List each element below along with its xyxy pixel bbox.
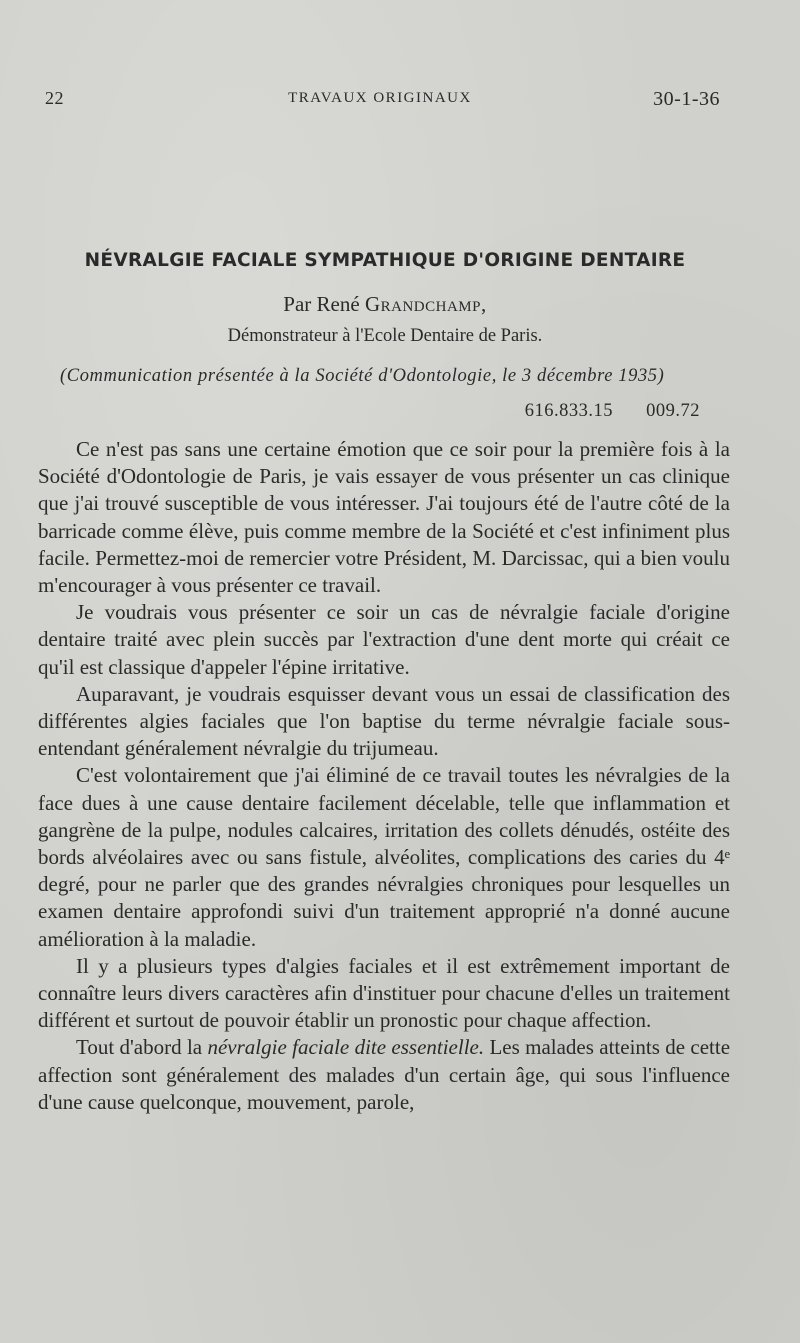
article-body: [38, 436, 730, 1116]
running-title: TRAVAUX ORIGINAUX: [288, 90, 472, 106]
byline-prefix: Par René: [283, 292, 360, 316]
page-number: 22: [45, 88, 64, 108]
paragraph-6-italic: névralgie faciale dite essentielle.: [207, 1035, 485, 1060]
paragraph-6-rest: Les malades atteints de cette affection sont généralement des malades d'un certain âge, qui sous l'influence d'une cause quelconque, mouvement, parole,: [38, 1035, 731, 1114]
paragraph-4: C'est volontairement que j'ai éliminé de ce travail toutes les névralgies de la face dues à une cause dentaire facilement décelable, telle que inflammation et gangrène de la pulpe, nodules calcaires, irritation des collets dénudés, ostéite des bords alvéolaires avec ou sans fistule, alvéolites, complications des caries du 4ᵉ degré, pour ne parler que des grandes névralgies chroniques pour lesquelles un examen dentaire approfondi suivi d'un traitement approprié n'a donné aucune amélioration à la maladie.: [38, 763, 730, 951]
issue-date: 30-1-36: [653, 88, 720, 110]
class-code-2: 009.72: [646, 401, 700, 421]
paragraph-3: Auparavant, je voudrais esquisser devant vous un essai de classification des différentes algies faciales que l'on baptise du terme névralgie faciale sous-entendant généralement névralgie du trijumeau.: [38, 681, 730, 761]
paragraph-1: Ce n'est pas sans une certaine émotion que ce soir pour la première fois à la Société d'Odontologie de Paris, je vais essayer de vous présenter un cas clinique que j'ai trouvé susceptible de vous intéresser. J'ai toujours été de l'autre côté de la barricade comme élève, puis comme membre de la Société et c'est infiniment plus facile. Permettez-moi de remercier votre Président, M. Darcissac, qui a bien voulu m'encourager à vous présenter ce travail.: [38, 437, 730, 598]
class-code-1: 616.833.15: [524, 401, 613, 421]
paragraph-5: Il y a plusieurs types d'algies faciales et il est extrêmement important de connaître leurs divers caractères afin d'instituer pour chacune d'elles un traitement différent et surtout de pouvoir établir un pronostic pour chaque affection.: [38, 953, 730, 1033]
running-header: [40, 88, 720, 114]
author-line: [40, 292, 730, 317]
paragraph-6-start: Tout d'abord la: [76, 1035, 203, 1060]
paragraph-6: [38, 1034, 730, 1116]
author-affiliation: Démonstrateur à l'Ecole Dentaire de Paris.: [227, 326, 543, 346]
classification-codes: [525, 401, 700, 422]
author-name: Grandchamp,: [364, 292, 487, 316]
article-title: NÉVRALGIE FACIALE SYMPATHIQUE D'ORIGINE DENTAIRE: [84, 250, 686, 271]
paragraph-2: Je voudrais vous présenter ce soir un cas de névralgie faciale d'origine dentaire traité avec plein succès par l'extraction d'une dent morte qui créait ce qu'il est classique d'appeler l'épine irritative.: [38, 600, 730, 679]
communication-note: (Communication présentée à la Société d'Odontologie, le 3 décembre 1935): [60, 366, 665, 386]
